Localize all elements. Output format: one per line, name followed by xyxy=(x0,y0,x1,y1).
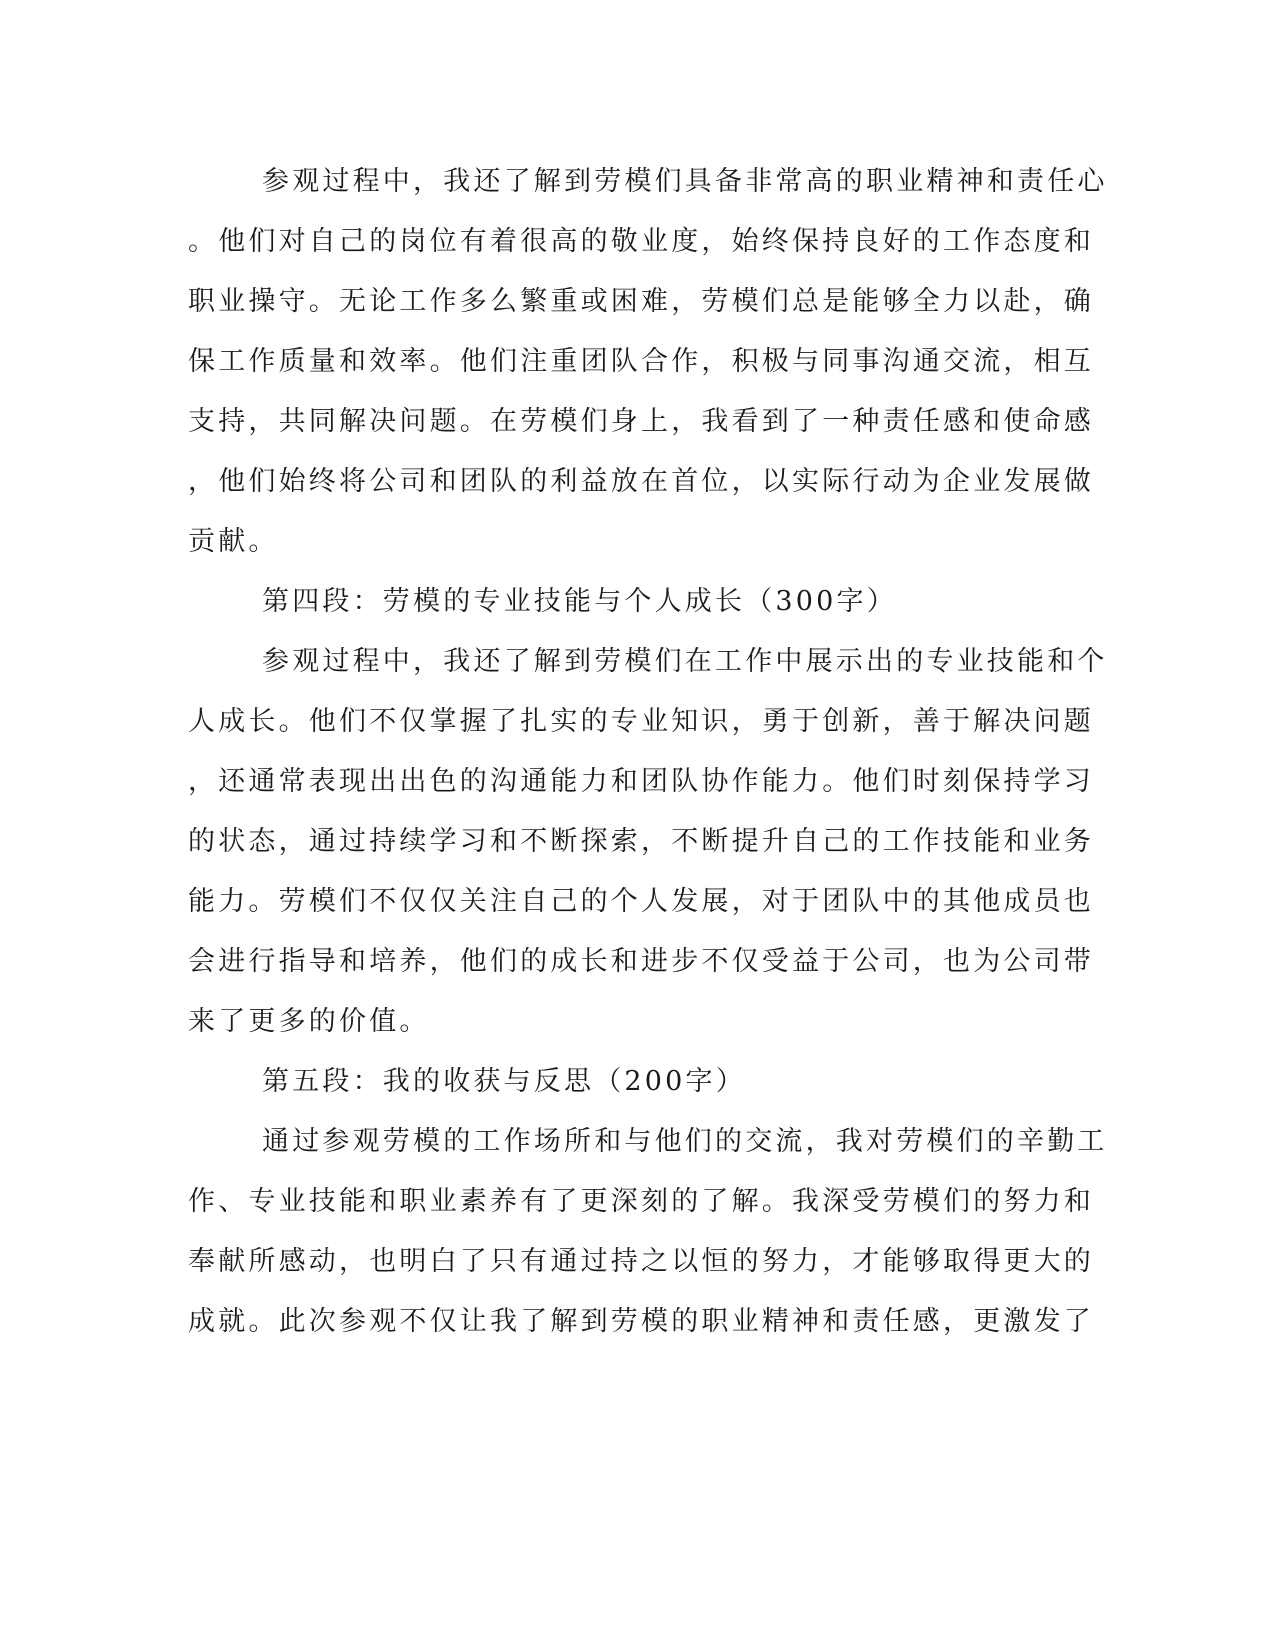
paragraph-4-line-1: 参观过程中，我还了解到劳模们在工作中展示出的专业技能和个 xyxy=(262,646,1108,677)
paragraph-3-line-3: 职业操守。无论工作多么繁重或困难，劳模们总是能够全力以赴，确 xyxy=(188,286,1094,317)
paragraph-3-line-4: 保工作质量和效率。他们注重团队合作，积极与同事沟通交流，相互 xyxy=(188,346,1094,377)
paragraph-3-line-2: 。他们对自己的岗位有着很高的敬业度，始终保持良好的工作态度和 xyxy=(188,226,1094,257)
paragraph-4-line-6: 会进行指导和培养，他们的成长和进步不仅受益于公司，也为公司带 xyxy=(188,946,1094,977)
paragraph-5-line-1: 通过参观劳模的工作场所和与他们的交流，我对劳模们的辛勤工 xyxy=(262,1126,1108,1157)
paragraph-5-line-2: 作、专业技能和职业素养有了更深刻的了解。我深受劳模们的努力和 xyxy=(188,1186,1094,1217)
paragraph-4-line-4: 的状态，通过持续学习和不断探索，不断提升自己的工作技能和业务 xyxy=(188,826,1094,857)
paragraph-5-line-3: 奉献所感动，也明白了只有通过持之以恒的努力，才能够取得更大的 xyxy=(188,1246,1094,1277)
paragraph-4-line-7: 来了更多的价值。 xyxy=(188,1006,430,1037)
section-4-heading: 第四段：劳模的专业技能与个人成长（300字） xyxy=(262,586,897,617)
paragraph-3-line-7: 贡献。 xyxy=(188,526,279,557)
paragraph-4-line-2: 人成长。他们不仅掌握了扎实的专业知识，勇于创新，善于解决问题 xyxy=(188,706,1094,737)
paragraph-3-line-1: 参观过程中，我还了解到劳模们具备非常高的职业精神和责任心 xyxy=(262,166,1108,197)
paragraph-4-line-3: ，还通常表现出出色的沟通能力和团队协作能力。他们时刻保持学习 xyxy=(188,766,1094,797)
paragraph-3-line-5: 支持，共同解决问题。在劳模们身上，我看到了一种责任感和使命感 xyxy=(188,406,1094,437)
paragraph-3-line-6: ，他们始终将公司和团队的利益放在首位，以实际行动为企业发展做 xyxy=(188,466,1094,497)
section-5-heading: 第五段：我的收获与反思（200字） xyxy=(262,1066,746,1097)
paragraph-5-line-4: 成就。此次参观不仅让我了解到劳模的职业精神和责任感，更激发了 xyxy=(188,1306,1094,1337)
paragraph-4-line-5: 能力。劳模们不仅仅关注自己的个人发展，对于团队中的其他成员也 xyxy=(188,886,1094,917)
